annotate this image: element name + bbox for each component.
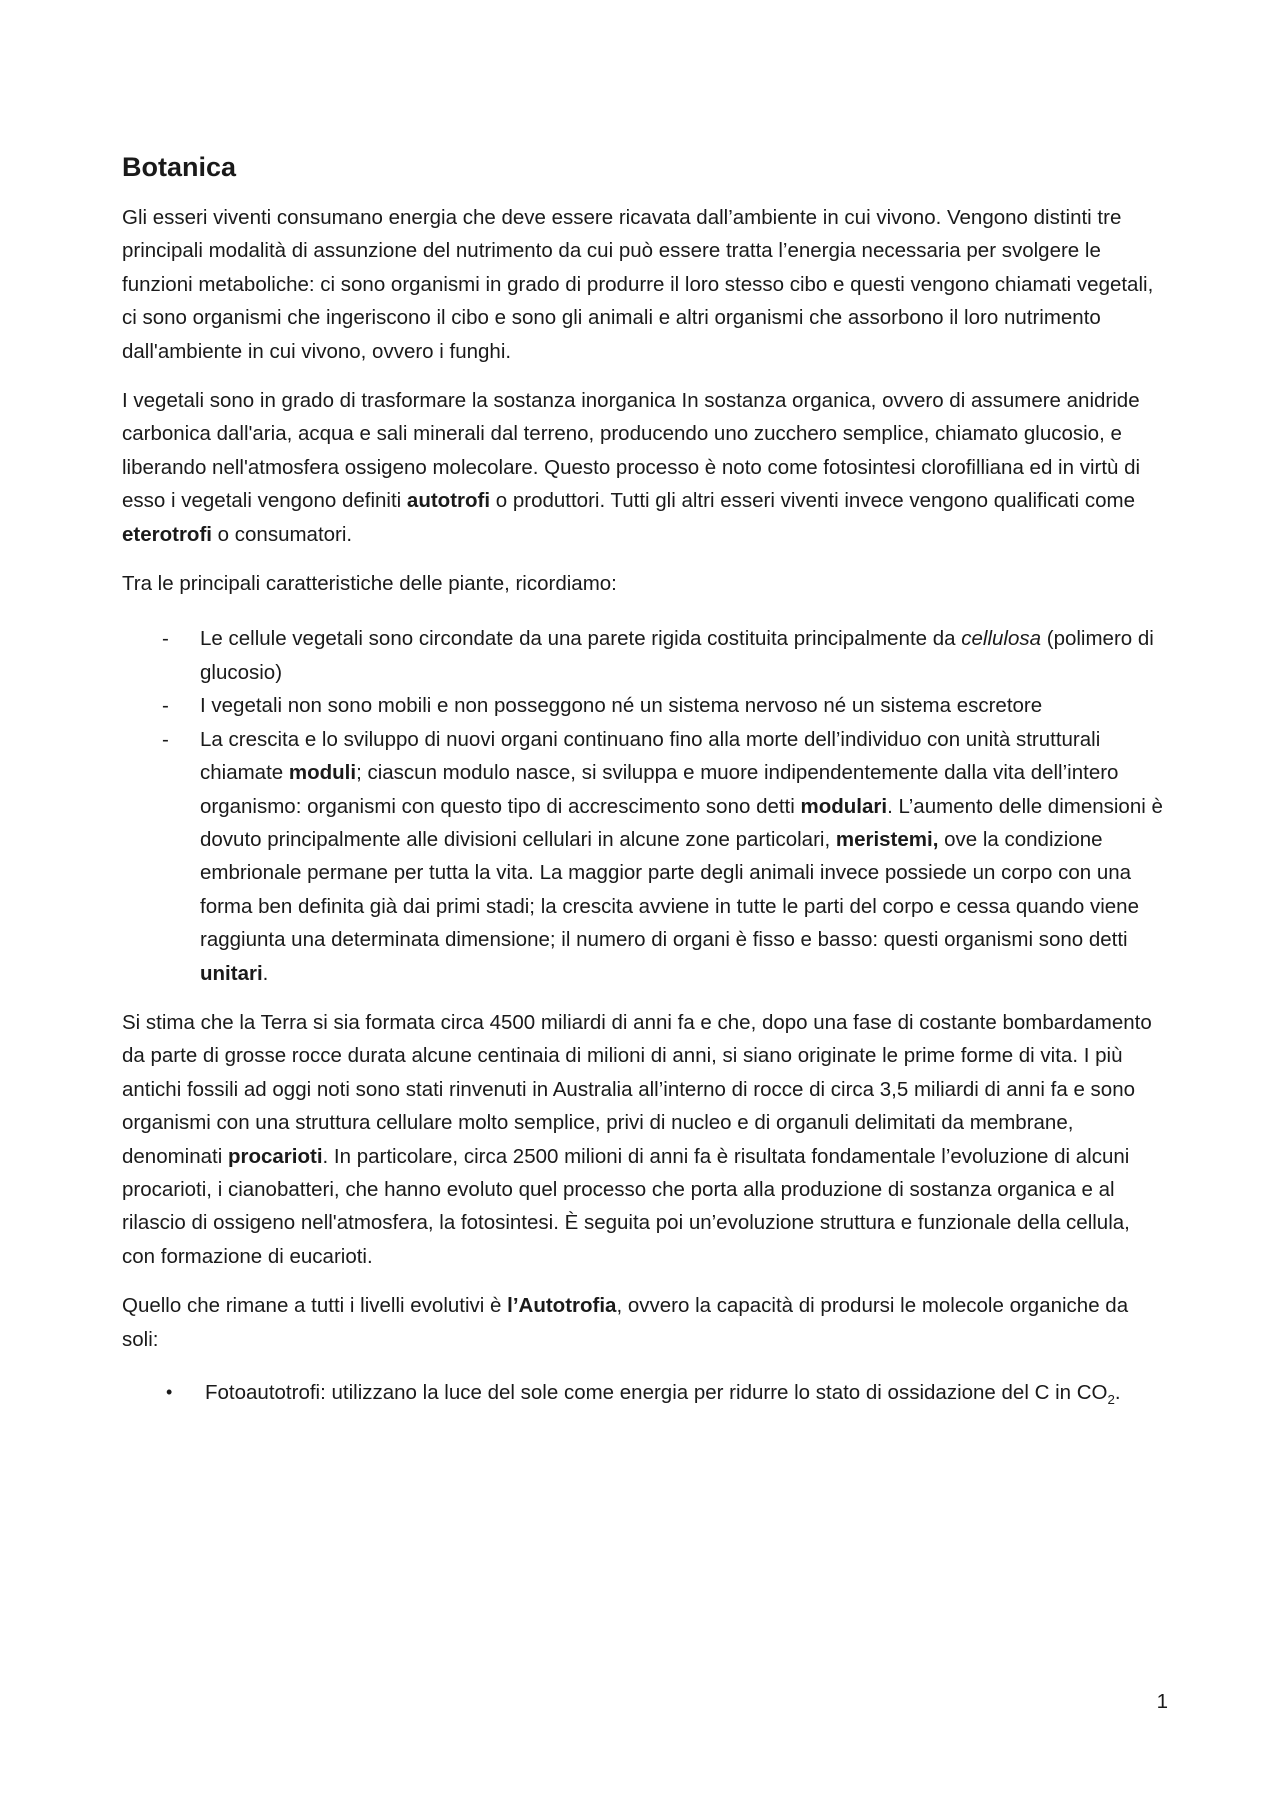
list-item — [122, 723, 1167, 990]
text-run: o consumatori. — [211, 522, 353, 546]
term-meristemi: meristemi, — [835, 827, 939, 851]
term-autotrofia: l’Autotrofia — [507, 1294, 617, 1318]
text-run: Le cellule vegetali sono circondate da una parete rigida costituita principalmente da — [200, 627, 962, 651]
text-run: , ovvero la capacità di prodursi le molecole organiche da soli: — [122, 1294, 1129, 1351]
term-cellulosa: cellulosa — [961, 627, 1042, 651]
text-run: o produttori. Tutti gli altri esseri viventi invece vengono qualificati come — [490, 489, 1135, 513]
dash-marker: - — [162, 727, 169, 751]
text-run: I vegetali non sono mobili e non posseggono né un sistema nervoso né un sistema escretore — [200, 694, 1043, 718]
dash-marker: - — [162, 627, 169, 651]
list-item — [122, 1376, 1167, 1409]
paragraph-origin-of-life — [122, 1006, 1167, 1273]
term-autotrofi: autotrofi — [406, 489, 491, 513]
text-run: Si stima che la Terra si sia formata circa 4500 miliardi di anni fa e che, dopo una fase di costante bombardamento da parte di grosse rocce durata alcune centinaia di milioni di anni, si siano originate le prime forme di vita. I più antichi fossili ad oggi noti sono stati rinvenuti in Australia all’interno di rocce di circa 3,5 miliardi di anni fa e sono organismi con una struttura cellulare molto semplice, privi di nucleo e di organuli delimitati da membrane, denominati — [122, 1010, 1152, 1168]
term-eterotrofi: eterotrofi — [122, 522, 212, 546]
term-procarioti: procarioti — [227, 1144, 323, 1168]
text-run: . — [262, 961, 269, 985]
subscript: 2 — [1107, 1392, 1115, 1408]
paragraph-characteristics-intro: Tra le principali caratteristiche delle piante, ricordiamo: — [122, 572, 617, 596]
term-unitari: unitari — [200, 961, 263, 985]
autotrophy-list — [122, 1376, 1167, 1409]
text-run: . In particolare, circa 2500 milioni di anni fa è risultata fondamentale l’evoluzione di alcuni procarioti, i cianobatteri, che hanno evoluto quel processo che porta alla produzione di sostanza organica e al rilascio di ossigeno nell'atmosfera, la fotosintesi. È seguita poi un’evoluzione struttura e funzionale della cellula, con formazione di eucarioti. — [122, 1144, 1130, 1268]
term-modulari: modulari — [800, 794, 888, 818]
page-number: 1 — [1156, 1690, 1168, 1713]
text-run: Quello che rimane a tutti i livelli evolutivi è — [122, 1294, 508, 1318]
text-run: Fotoautotrofi: utilizzano la luce del sole come energia per ridurre lo stato di ossidazione del C in CO — [205, 1381, 1108, 1404]
paragraph-intro: Gli esseri viventi consumano energia che deve essere ricavata dall’ambiente in cui vivono. Vengono distinti tre principali modalità di assunzione del nutrimento da cui può essere tratta l’energia necessaria per svolgere le funzioni metaboliche: ci sono organismi in grado di produrre il loro stesso cibo e questi vengono chiamati vegetali, ci sono organismi che ingeriscono il cibo e sono gli animali e altri organismi che assorbono il loro nutrimento dall'ambiente in cui vivono, ovvero i funghi. — [122, 206, 1154, 363]
paragraph-autotrophs — [122, 384, 1167, 551]
term-moduli: moduli — [288, 761, 357, 785]
text-run: (polimero di glucosio) — [200, 627, 1154, 684]
characteristics-list — [122, 622, 1167, 989]
dash-marker: - — [162, 694, 169, 718]
page-title: Botanica — [122, 152, 237, 182]
text-run: . L’aumento delle dimensioni è dovuto principalmente alle divisioni cellulari in alcune zone particolari, — [200, 794, 1163, 851]
list-item — [122, 622, 1167, 689]
text-run: ove la condizione embrionale permane per tutta la vita. La maggior parte degli animali invece possiede un corpo con una forma ben definita già dai primi stadi; la crescita avviene in tutte le parti del corpo e cessa quando viene raggiunta una determinata dimensione; il numero di organi è fisso e basso: questi organismi sono detti — [200, 827, 1139, 952]
text-run: La crescita e lo sviluppo di nuovi organi continuano fino alla morte dell’individuo con unità strutturali chiamate — [200, 727, 1101, 785]
text-run: ; ciascun modulo nasce, si sviluppa e muore indipendentemente dalla vita dell’intero organismo: organismi con questo tipo di accrescimento sono detti — [200, 761, 1119, 818]
document-page — [122, 150, 1167, 1425]
text-run: I vegetali sono in grado di trasformare la sostanza inorganica In sostanza organica, ovvero di assumere anidride carbonica dall'aria, acqua e sali minerali dal terreno, producendo uno zucchero semplice, chiamato glucosio, e liberando nell'atmosfera ossigeno molecolare. Questo processo è noto come fotosintesi clorofilliana ed in virtù di esso i vegetali vengono definiti — [122, 389, 1141, 513]
bullet-marker: • — [166, 1382, 173, 1402]
paragraph-autotrophy — [122, 1289, 1167, 1356]
list-item — [122, 689, 1167, 722]
text-run: . — [1114, 1381, 1121, 1404]
